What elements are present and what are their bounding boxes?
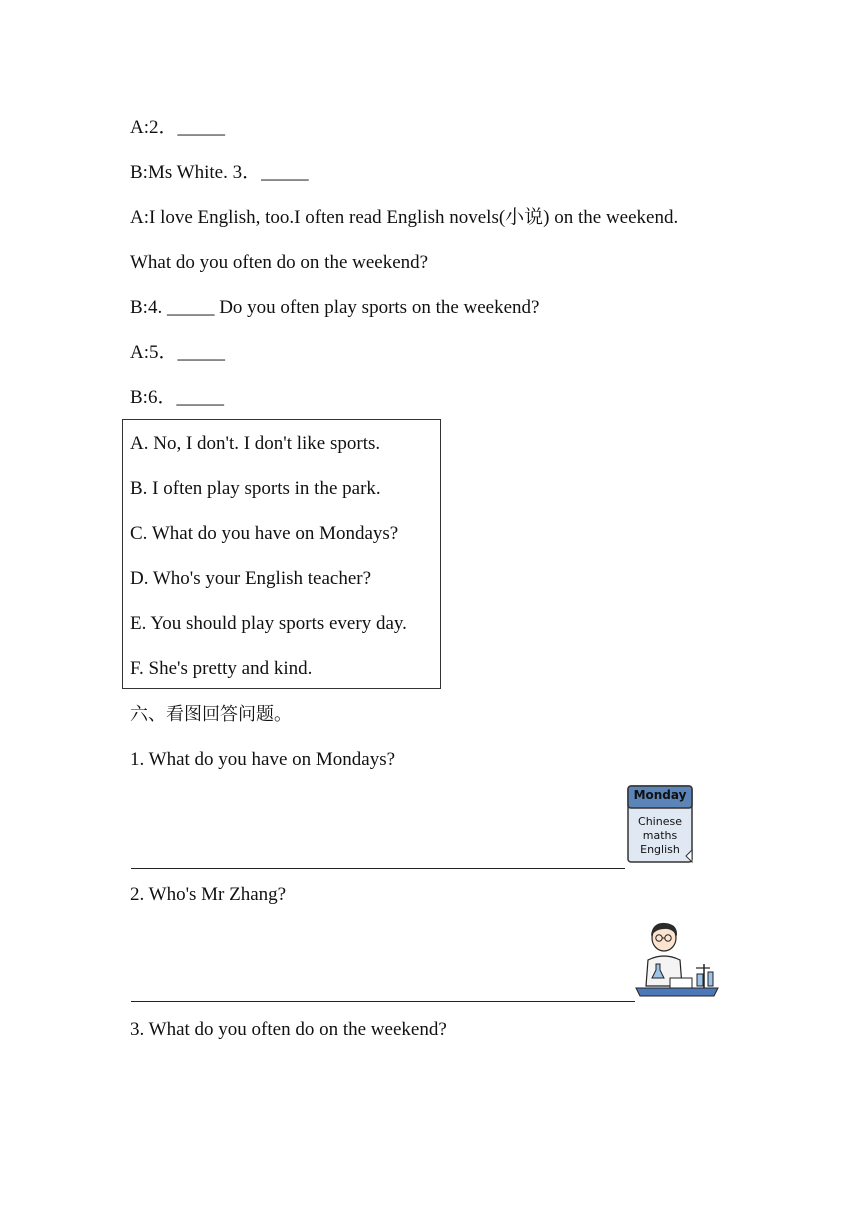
option-b: B. I often play sports in the park. bbox=[130, 478, 381, 499]
options-box bbox=[122, 419, 441, 689]
monday-card-image bbox=[626, 784, 694, 864]
answer-line-1[interactable] bbox=[131, 868, 625, 869]
dialogue-line-6: A:5．_____ bbox=[130, 342, 226, 363]
option-c: C. What do you have on Mondays? bbox=[130, 523, 399, 544]
dialogue-line-2: B:Ms White. 3．_____ bbox=[130, 162, 309, 183]
option-d: D. Who's your English teacher? bbox=[130, 568, 372, 589]
answer-line-2[interactable] bbox=[131, 1001, 635, 1002]
dialogue-line-1: A:2．_____ bbox=[130, 117, 226, 138]
dialogue-line-3: A:I love English, too.I often read English novels(小说) on the weekend. bbox=[130, 207, 679, 228]
monday-card-subject-3: English bbox=[640, 843, 680, 856]
monday-card-header: Monday bbox=[633, 788, 687, 802]
option-a: A. No, I don't. I don't like sports. bbox=[130, 433, 381, 454]
dialogue-line-7: B:6．_____ bbox=[130, 387, 224, 408]
question-1: 1. What do you have on Mondays? bbox=[130, 749, 396, 770]
section-heading: 六、看图回答问题。 bbox=[130, 704, 292, 725]
question-3: 3. What do you often do on the weekend? bbox=[130, 1019, 447, 1040]
question-2: 2. Who's Mr Zhang? bbox=[130, 884, 287, 905]
monday-card-subject-1: Chinese bbox=[638, 815, 682, 828]
option-e: E. You should play sports every day. bbox=[130, 613, 407, 634]
option-f: F. She's pretty and kind. bbox=[130, 658, 313, 679]
scientist-teacher-image bbox=[634, 916, 720, 998]
monday-card-subject-2: maths bbox=[642, 829, 678, 842]
dialogue-line-4: What do you often do on the weekend? bbox=[130, 252, 429, 273]
dialogue-line-5: B:4. _____ Do you often play sports on the weekend? bbox=[130, 297, 540, 318]
